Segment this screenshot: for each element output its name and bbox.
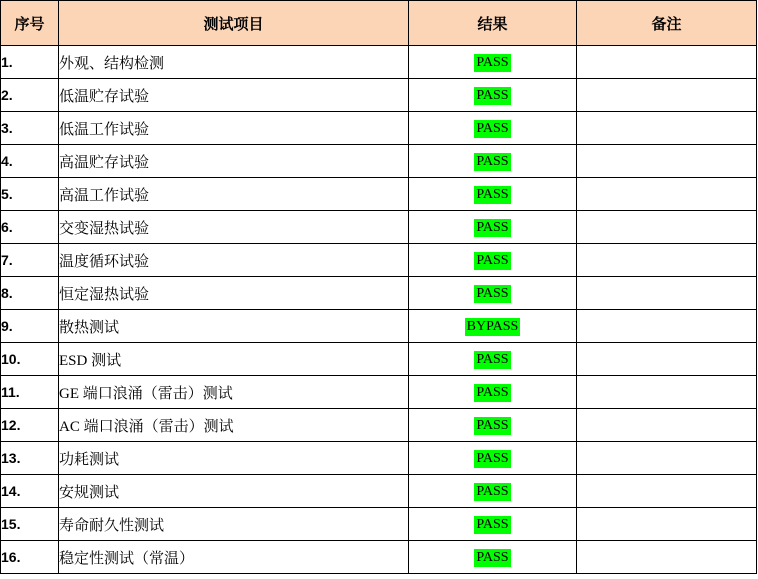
cell-result xyxy=(409,178,577,211)
cell-result xyxy=(409,541,577,574)
cell-note xyxy=(577,46,757,79)
table-body xyxy=(1,46,757,574)
cell-result xyxy=(409,310,577,343)
status-badge: PASS xyxy=(476,351,509,367)
cell-note xyxy=(577,442,757,475)
cell-result xyxy=(409,508,577,541)
cell-sequence: 8. xyxy=(1,277,59,310)
cell-result xyxy=(409,145,577,178)
cell-result xyxy=(409,46,577,79)
status-badge: PASS xyxy=(476,384,509,400)
cell-sequence: 14. xyxy=(1,475,59,508)
cell-test-item: 高温工作试验 xyxy=(59,178,409,211)
cell-note xyxy=(577,277,757,310)
cell-result xyxy=(409,112,577,145)
cell-result xyxy=(409,442,577,475)
cell-sequence: 4. xyxy=(1,145,59,178)
table-row xyxy=(1,310,757,343)
status-badge: PASS xyxy=(476,120,509,136)
cell-test-item: 功耗测试 xyxy=(59,442,409,475)
cell-note xyxy=(577,178,757,211)
table-row xyxy=(1,46,757,79)
cell-sequence: 5. xyxy=(1,178,59,211)
column-header-result: 结果 xyxy=(409,1,577,46)
cell-note xyxy=(577,475,757,508)
cell-result xyxy=(409,79,577,112)
table-row xyxy=(1,244,757,277)
cell-note xyxy=(577,508,757,541)
status-badge: PASS xyxy=(476,87,509,103)
cell-note xyxy=(577,376,757,409)
cell-test-item: 交变湿热试验 xyxy=(59,211,409,244)
cell-note xyxy=(577,343,757,376)
cell-sequence: 2. xyxy=(1,79,59,112)
cell-note xyxy=(577,211,757,244)
cell-result xyxy=(409,409,577,442)
status-badge: PASS xyxy=(476,483,509,499)
cell-sequence: 7. xyxy=(1,244,59,277)
cell-test-item: 稳定性测试（常温） xyxy=(59,541,409,574)
status-badge: PASS xyxy=(476,252,509,268)
cell-sequence: 12. xyxy=(1,409,59,442)
status-badge: PASS xyxy=(476,549,509,565)
cell-test-item: 散热测试 xyxy=(59,310,409,343)
cell-test-item: 恒定湿热试验 xyxy=(59,277,409,310)
cell-sequence: 1. xyxy=(1,46,59,79)
table-row xyxy=(1,343,757,376)
cell-test-item: 外观、结构检测 xyxy=(59,46,409,79)
cell-test-item: GE 端口浪涌（雷击）测试 xyxy=(59,376,409,409)
status-badge: PASS xyxy=(476,450,509,466)
cell-result xyxy=(409,376,577,409)
table-row xyxy=(1,475,757,508)
cell-sequence: 10. xyxy=(1,343,59,376)
cell-sequence: 13. xyxy=(1,442,59,475)
table-row xyxy=(1,442,757,475)
table-row xyxy=(1,376,757,409)
table-header-row xyxy=(1,1,757,46)
status-badge: PASS xyxy=(476,417,509,433)
cell-test-item: 低温贮存试验 xyxy=(59,79,409,112)
status-badge: BYPASS xyxy=(466,318,519,334)
table-row xyxy=(1,145,757,178)
cell-sequence: 15. xyxy=(1,508,59,541)
cell-note xyxy=(577,541,757,574)
cell-sequence: 3. xyxy=(1,112,59,145)
cell-sequence: 16. xyxy=(1,541,59,574)
status-badge: PASS xyxy=(476,153,509,169)
cell-note xyxy=(577,79,757,112)
status-badge: PASS xyxy=(476,219,509,235)
column-header-note: 备注 xyxy=(577,1,757,46)
status-badge: PASS xyxy=(476,186,509,202)
table-row xyxy=(1,409,757,442)
table-row xyxy=(1,112,757,145)
cell-note xyxy=(577,310,757,343)
table-row xyxy=(1,541,757,574)
cell-sequence: 6. xyxy=(1,211,59,244)
cell-test-item: 低温工作试验 xyxy=(59,112,409,145)
table-row xyxy=(1,508,757,541)
cell-note xyxy=(577,409,757,442)
column-header-item: 测试项目 xyxy=(59,1,409,46)
cell-sequence: 11. xyxy=(1,376,59,409)
cell-note xyxy=(577,145,757,178)
cell-result xyxy=(409,343,577,376)
cell-test-item: 安规测试 xyxy=(59,475,409,508)
cell-test-item: 高温贮存试验 xyxy=(59,145,409,178)
status-badge: PASS xyxy=(476,285,509,301)
table-row xyxy=(1,277,757,310)
cell-note xyxy=(577,112,757,145)
cell-result xyxy=(409,475,577,508)
cell-test-item: 寿命耐久性测试 xyxy=(59,508,409,541)
table-row xyxy=(1,79,757,112)
status-badge: PASS xyxy=(476,54,509,70)
column-header-seq: 序号 xyxy=(1,1,59,46)
cell-test-item: ESD 测试 xyxy=(59,343,409,376)
status-badge: PASS xyxy=(476,516,509,532)
cell-test-item: AC 端口浪涌（雷击）测试 xyxy=(59,409,409,442)
table-row xyxy=(1,211,757,244)
cell-result xyxy=(409,211,577,244)
cell-sequence: 9. xyxy=(1,310,59,343)
cell-result xyxy=(409,244,577,277)
table-row xyxy=(1,178,757,211)
cell-test-item: 温度循环试验 xyxy=(59,244,409,277)
cell-note xyxy=(577,244,757,277)
cell-result xyxy=(409,277,577,310)
